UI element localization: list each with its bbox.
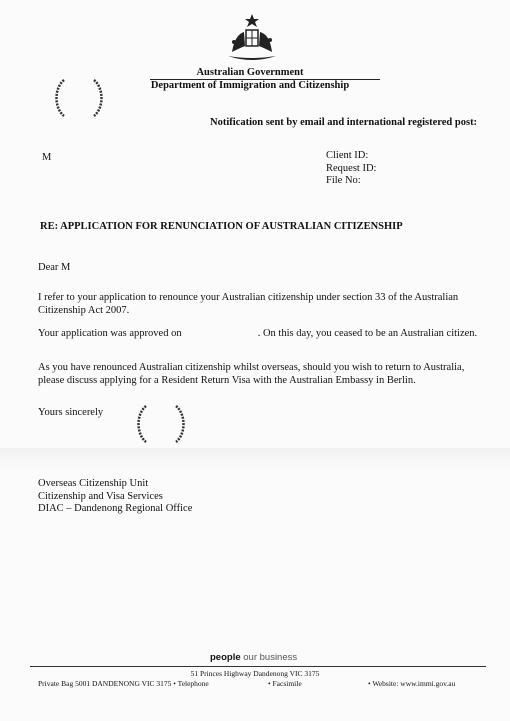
government-title: Australian Government (196, 67, 304, 78)
footer-rule (30, 666, 486, 667)
paragraph-2: Your application was approved on . On this day, you ceased to be an Australian citizen. (38, 328, 478, 339)
paper-fold (0, 448, 510, 470)
signature-line-2: Citizenship and Visa Services (38, 490, 163, 502)
department-title: Department of Immigration and Citizenship (150, 80, 350, 91)
signature-line-3: DIAC – Dandenong Regional Office (38, 503, 193, 514)
footer-tagline (210, 652, 297, 663)
footer-private-bag: Private Bag 5001 DANDENONG VIC 3175 • Telephone (38, 679, 209, 688)
reference-ids (326, 150, 376, 188)
subject-line: RE: APPLICATION FOR RENUNCIATION OF AUSTRALIAN CITIZENSHIP (40, 221, 403, 232)
tagline-bold: people (210, 652, 241, 663)
signature-block (38, 478, 192, 516)
request-id-label: Request ID: (326, 162, 377, 174)
seal-icon (52, 74, 106, 122)
signature-seal-icon (134, 400, 188, 448)
paragraph-1: I refer to your application to renounce your Australian citizenship under section 33 of the Australian Citizenship Act 2007. (38, 292, 459, 316)
signature-line-1: Overseas Citizenship Unit (38, 478, 149, 489)
salutation: Dear M (38, 262, 71, 273)
coat-of-arms-icon (222, 12, 282, 66)
recipient-name: M (42, 152, 52, 163)
file-no-label: File No: (326, 175, 361, 186)
footer-facsimile: • Facsimile (268, 679, 302, 688)
paragraph-3: As you have renounced Australian citizenship whilst overseas, should you wish to return to Australia, please discuss applying for a Resident Return Visa with the Australian Embassy in Berlin. (38, 362, 465, 386)
client-id-label: Client ID: (326, 150, 369, 161)
tagline-light: our business (240, 652, 298, 663)
notification-line: Notification sent by email and international registered post: (210, 117, 478, 128)
footer-website: • Website: www.immi.gov.au (368, 679, 456, 688)
closing: Yours sincerely (38, 407, 104, 418)
footer-address: 51 Princes Highway Dandenong VIC 3175 (190, 669, 320, 678)
